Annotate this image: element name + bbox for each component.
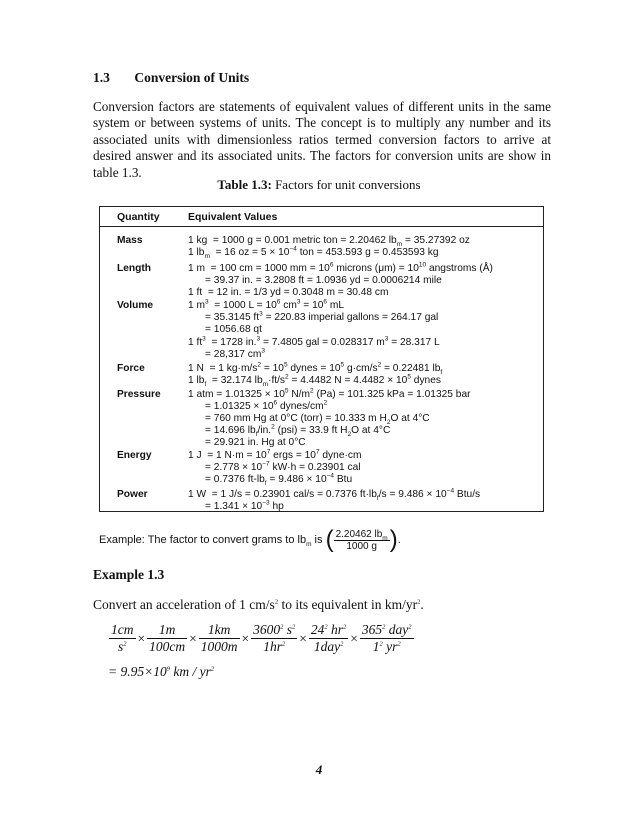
force-line-2: 1 $lb_f = 32.174$ $lb_m\cdot ft/s^2 = 4.4482$ $N = 4.4482 \times 10^5$ dynes: [188, 373, 441, 389]
caption-text: Factors for unit conversions: [275, 177, 421, 192]
conversion-table: [99, 206, 544, 512]
conversion-equation: $\frac{1cm}{s^2}$ × $\frac{1m}{100cm}$ × $\frac{1km}{1000m}$ × $\frac{3600^2 s^2}{1hr^2}$ × $24^2$ $hr^2$ 1day$^2$ × $365^2$ day$^2$ $1^2$ $yr^2$: [111, 622, 412, 654]
energy-line-1: 1 J = 1 $N\cdot m = 10^7$ ergs = $10^7$ dyne·cm: [188, 448, 362, 461]
page-number: 4: [315, 762, 323, 777]
quantity-energy: Energy: [117, 450, 152, 461]
volume-line-5: = 28,317 $cm^3$: [205, 347, 265, 360]
length-line-3: 1 ft = 12 in. = 1/3 yd = 0.3048 m = 30.48 cm: [188, 287, 389, 298]
caption-label: Table 1.3:: [217, 177, 272, 192]
section-title: Conversion of Units: [134, 70, 250, 85]
quantity-power: Power: [117, 489, 148, 500]
example-fraction: [334, 529, 390, 552]
header-equivalent: Equivalent Values: [188, 211, 278, 223]
left-paren: (: [325, 526, 334, 553]
quantity-mass: Mass: [117, 235, 143, 246]
length-line-2: = 39.37 in. = 3.2808 ft = 1.0936 yd = 0.0006214 mile: [205, 275, 442, 286]
example-text: Convert an acceleration of 1 $cm/s^2$ to its equivalent in $km/yr^2$.: [93, 597, 424, 612]
intro-paragraph: Conversion factors are statements of equivalent values of different units in the same system or between systems of units. The concept is to multiply any number and its associated units with dimensionless ratios termed conversion factors to arrive at desired answer and its associated units. The factors for conversion units are show in table 1.3.: [93, 99, 551, 180]
volume-line-4: 1 $ft^3 = 1728$ in.$^3$ = 7.4805 gal = 0.028317 $m^3 = 28.317$ L: [188, 335, 440, 348]
pressure-line-4: = 14.696 $lb_f/in.^2$ (psi) = 33.9 ft $H_2O$ at 4°C: [205, 423, 391, 439]
volume-line-1: 1 $m^3 = 1000$ $L = 10^6$ $cm^3 = 10^6$ mL: [188, 298, 345, 311]
fraction-denominator: 1000 g: [346, 540, 377, 552]
example-note-sub: m: [306, 541, 312, 549]
equation-result: = $9.95\times 10^9$ km / $yr^2$: [108, 664, 215, 679]
example-note-is: is: [314, 533, 323, 546]
example-note-text: Example: The factor to convert grams to lb: [99, 533, 307, 546]
volume-line-2: = 35.3145 $ft^3 = 220.83$ imperial gallons = 264.17 gal: [205, 310, 439, 323]
table-caption: [0, 177, 638, 193]
header-quantity: Quantity: [117, 211, 160, 223]
power-line-1: 1 W = 1 J/s = 0.23901 cal/s = 0.7376 $ft\cdot lb_f/s = 9.486 \times 10^{-4}$ Btu/s: [188, 487, 481, 503]
eq-fraction-5: $24^2$ $hr^2$ 1day$^2$: [310, 622, 347, 654]
quantity-force: Force: [117, 363, 145, 374]
eq-fraction-4: $\frac{3600^2 s^2}{1hr^2}$: [253, 622, 296, 654]
mass-line-2: 1 $lb_m = 16$ oz = $5 \times 10^{-4}$ ton = 453.593 g = 0.453593 kg: [188, 245, 439, 261]
pressure-line-2: = $1.01325 \times 10^6$ dynes/$cm^2$: [205, 399, 328, 412]
eq-fraction-1: $\frac{1cm}{s^2}$: [111, 622, 134, 654]
pressure-line-1: 1 atm = $1.01325 \times 10^5$ $N/m^2$ (Pa) = 101.325 kPa = 1.01325 bar: [188, 387, 471, 400]
example-note: Example: The factor to convert grams to $lb_m$ is ( $\frac{2.20462 lb_m}{1000 g}$ ).: [99, 526, 401, 553]
power-line-2: = $1.341 \times 10^{-3}$ hp: [205, 499, 284, 512]
quantity-volume: Volume: [117, 300, 154, 311]
eq-fraction-3: $\frac{1km}{1000m}$: [200, 622, 238, 654]
fraction-numerator: 2.20462 $lb_m$: [335, 528, 388, 542]
pressure-line-5: = 29.921 in. Hg at 0°C: [205, 437, 306, 448]
eq-fraction-2: $\frac{1m}{100cm}$: [149, 622, 186, 654]
force-line-1: 1 N = 1 $kg\cdot m/s^2 = 10^5$ dynes = $10^5$ $g\cdot cm/s^2 = 0.22481$ $lb_f$: [188, 361, 443, 377]
volume-line-3: = 1056.68 qt: [205, 324, 262, 335]
length-line-1: 1 m = 100 cm = 1000 mm = $10^6$ microns $(\mu m) = 10^{10}$ angstroms (Å): [188, 261, 493, 274]
quantity-pressure: Pressure: [117, 389, 161, 400]
mass-line-1: 1 kg = 1000 g = 0.001 metric ton = 2.20462 $lb_m = 35.27392$ oz: [188, 235, 470, 249]
eq-fraction-6: $365^2$ day$^2$ $1^2$ $yr^2$: [361, 622, 412, 654]
energy-line-3: = 0.7376 $ft-lb_f = 9.486 \times 10^{-4}$ Btu: [205, 472, 353, 488]
quantity-length: Length: [117, 263, 151, 274]
energy-line-2: = $2.778 \times 10^{-7}$ kW·h = 0.23901 cal: [205, 460, 361, 473]
section-heading: [93, 70, 249, 86]
example-title: Example 1.3: [93, 567, 165, 582]
pressure-line-3: = 760 mm Hg at 0°C (torr) = 10.333 m $H_2O$ at 4°C: [205, 413, 430, 427]
table-header: [100, 207, 543, 227]
right-paren: ): [389, 526, 398, 553]
section-number: 1.3: [93, 70, 110, 85]
